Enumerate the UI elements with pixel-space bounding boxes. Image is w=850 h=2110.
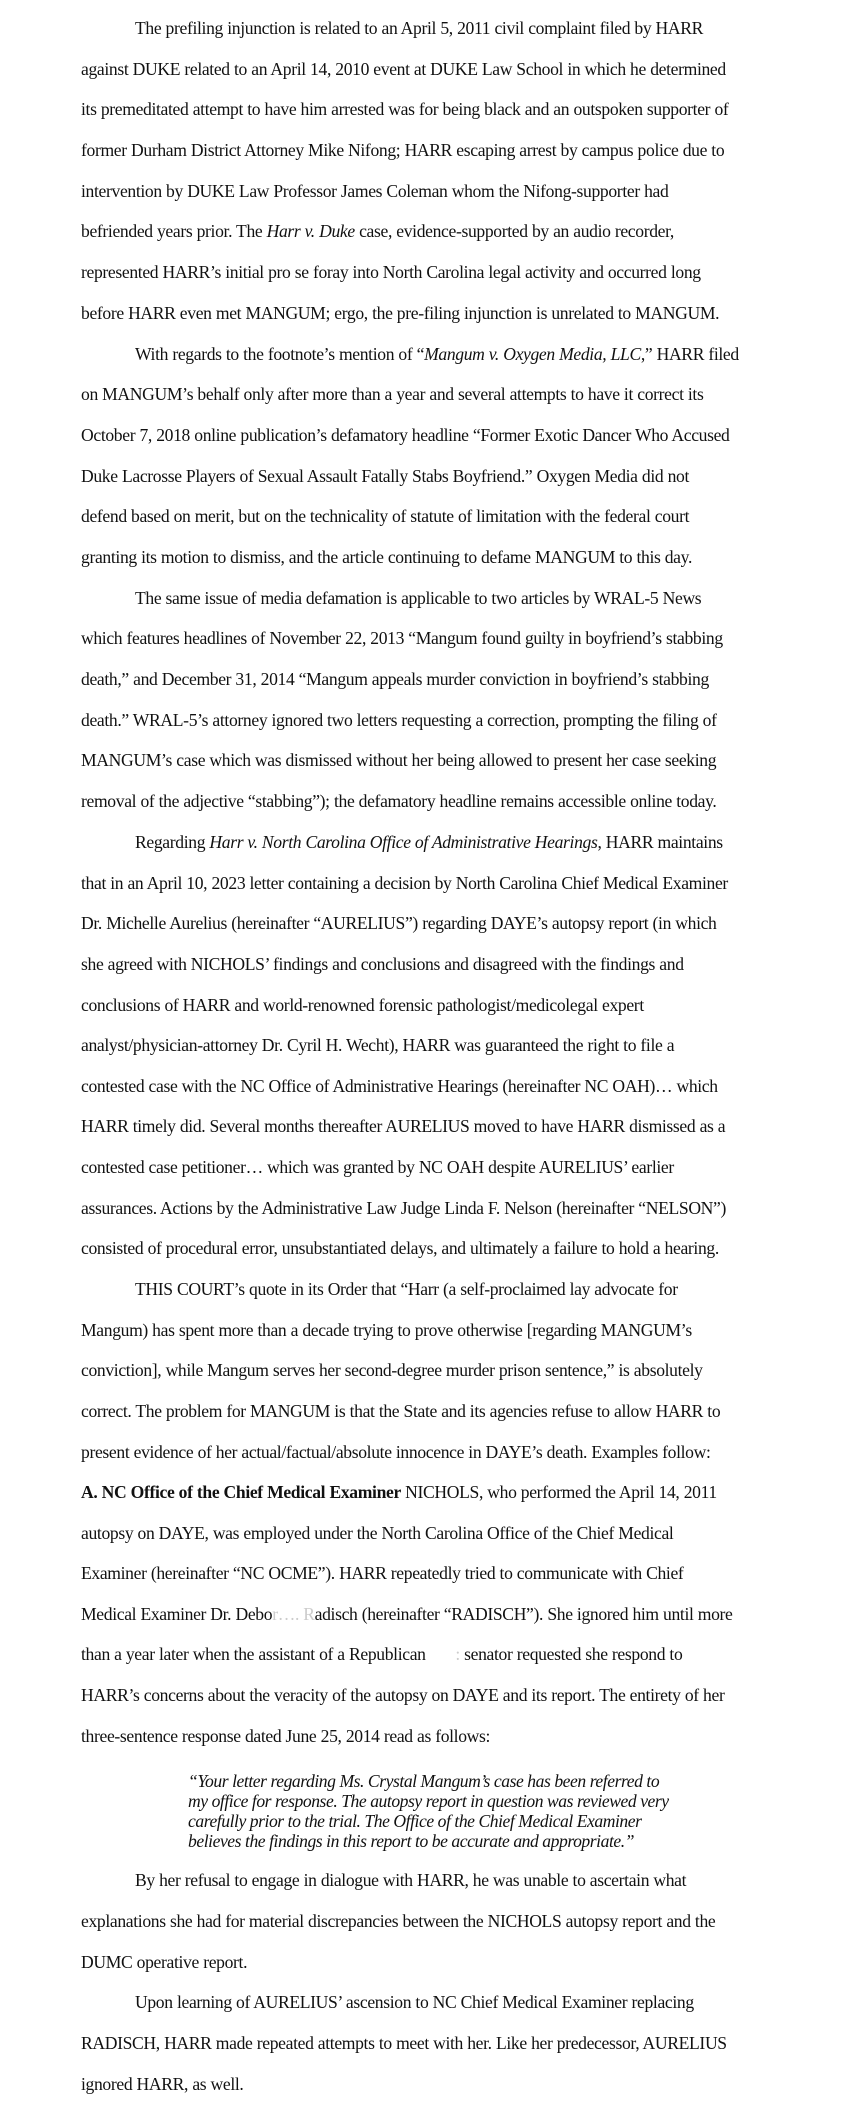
text-run: adisch (hereinafter “RADISCH”). She ignored him until more <box>314 1604 733 1624</box>
text-line: which features headlines of November 22, 2013 “Mangum found guilty in boyfriend’s stabbing <box>81 628 723 648</box>
text-line: DUMC operative report. <box>81 1952 248 1972</box>
text-line: HARR’s concerns about the veracity of the autopsy on DAYE and its report. The entirety of her <box>81 1685 725 1705</box>
text-line <box>135 343 739 365</box>
text-line: present evidence of her actual/factual/absolute innocence in DAYE’s death. Examples follow: <box>81 1442 711 1462</box>
text-line: Examiner (hereinafter “NC OCME”). HARR repeatedly tried to communicate with Chief <box>81 1563 684 1583</box>
text-line: Duke Lacrosse Players of Sexual Assault Fatally Stabs Boyfriend.” Oxygen Media did not <box>81 466 690 486</box>
text-line: three-sentence response dated June 25, 2014 read as follows: <box>81 1726 491 1746</box>
case-name-italic: Harr v. Duke <box>266 221 355 241</box>
text-line: Dr. Michelle Aurelius (hereinafter “AURELIUS”) regarding DAYE’s autopsy report (in which <box>81 913 717 933</box>
text-run: than a year later when the assistant of a Republican <box>81 1644 430 1664</box>
text-line: its premeditated attempt to have him arrested was for being black and an outspoken supporter of <box>81 99 729 119</box>
text-line <box>81 1481 717 1503</box>
text-line: former Durham District Attorney Mike Nifong; HARR escaping arrest by campus police due to <box>81 140 725 160</box>
text-line <box>135 831 723 853</box>
text-line: ignored HARR, as well. <box>81 2074 244 2094</box>
blockquote-line: believes the findings in this report to be accurate and appropriate.” <box>188 1831 635 1851</box>
text-run: NICHOLS, who performed the April 14, 2011 <box>400 1482 717 1502</box>
text-run: Medical Examiner Dr. Debo <box>81 1604 273 1624</box>
text-line: granting its motion to dismiss, and the article continuing to defame MANGUM to this day. <box>81 547 692 567</box>
text-line: MANGUM’s case which was dismissed without her being allowed to present her case seeking <box>81 750 717 770</box>
redacted-text: r…. R <box>272 1604 315 1624</box>
text-line: she agreed with NICHOLS’ findings and conclusions and disagreed with the findings and <box>81 954 684 974</box>
text-line: Upon learning of AURELIUS’ ascension to NC Chief Medical Examiner replacing <box>135 1992 694 2012</box>
text-line: THIS COURT’s quote in its Order that “Harr (a self-proclaimed lay advocate for <box>135 1279 678 1299</box>
text-run: With regards to the footnote’s mention of “ <box>135 344 425 364</box>
text-line: correct. The problem for MANGUM is that the State and its agencies refuse to allow HARR to <box>81 1401 721 1421</box>
text-line: RADISCH, HARR made repeated attempts to meet with her. Like her predecessor, AURELIUS <box>81 2033 727 2053</box>
text-line: that in an April 10, 2023 letter containing a decision by North Carolina Chief Medical Examiner <box>81 873 728 893</box>
text-line: contested case petitioner… which was granted by NC OAH despite AURELIUS’ earlier <box>81 1157 674 1177</box>
text-line: October 7, 2018 online publication’s defamatory headline “Former Exotic Dancer Who Accused <box>81 425 730 445</box>
text-line: against DUKE related to an April 14, 2010 event at DUKE Law School in which he determined <box>81 59 726 79</box>
text-line: defend based on merit, but on the technicality of statute of limitation with the federal court <box>81 506 690 526</box>
text-line: before HARR even met MANGUM; ergo, the pre-filing injunction is unrelated to MANGUM. <box>81 303 720 323</box>
text-line: removal of the adjective “stabbing”); the defamatory headline remains accessible online today. <box>81 791 717 811</box>
text-run: befriended years prior. The <box>81 221 267 241</box>
blockquote-line: carefully prior to the trial. The Office of the Chief Medical Examiner <box>188 1811 642 1831</box>
text-line: Mangum) has spent more than a decade trying to prove otherwise [regarding MANGUM’s <box>81 1320 692 1340</box>
text-line: contested case with the NC Office of Administrative Hearings (hereinafter NC OAH)… which <box>81 1076 718 1096</box>
text-line: intervention by DUKE Law Professor James Coleman whom the Nifong-supporter had <box>81 181 669 201</box>
text-line: on MANGUM’s behalf only after more than a year and several attempts to have it correct its <box>81 384 704 404</box>
text-run: ,” HARR filed <box>640 344 739 364</box>
text-line: conclusions of HARR and world-renowned forensic pathologist/medicolegal expert <box>81 995 644 1015</box>
text-line: death,” and December 31, 2014 “Mangum appeals murder conviction in boyfriend’s stabbing <box>81 669 709 689</box>
text-line: analyst/physician-attorney Dr. Cyril H. Wecht), HARR was guaranteed the right to file a <box>81 1035 675 1055</box>
text-line: autopsy on DAYE, was employed under the North Carolina Office of the Chief Medical <box>81 1523 674 1543</box>
text-run: Regarding <box>135 832 210 852</box>
case-name-italic: Mangum v. Oxygen Media, LLC <box>424 344 641 364</box>
text-run: , HARR maintains <box>597 832 723 852</box>
text-line <box>81 1643 682 1665</box>
text-line: conviction], while Mangum serves her second-degree murder prison sentence,” is absolutely <box>81 1360 703 1380</box>
text-line <box>81 220 674 242</box>
text-line: consisted of procedural error, unsubstantiated delays, and ultimately a failure to hold a hearing. <box>81 1238 719 1258</box>
text-line: By her refusal to engage in dialogue with HARR, he was unable to ascertain what <box>135 1870 687 1890</box>
blockquote-line: “Your letter regarding Ms. Crystal Mangum’s case has been referred to <box>188 1771 660 1791</box>
text-line: HARR timely did. Several months thereafter AURELIUS moved to have HARR dismissed as a <box>81 1116 726 1136</box>
text-line: explanations she had for material discrepancies between the NICHOLS autopsy report and the <box>81 1911 716 1931</box>
text-run: senator requested she respond to <box>459 1644 683 1664</box>
blockquote-line: my office for response. The autopsy report in question was reviewed very <box>188 1791 669 1811</box>
text-line: represented HARR’s initial pro se foray into North Carolina legal activity and occurred long <box>81 262 701 282</box>
section-heading: A. NC Office of the Chief Medical Examiner <box>81 1482 401 1502</box>
text-line: The same issue of media defamation is applicable to two articles by WRAL-5 News <box>135 588 702 608</box>
case-name-italic: Harr v. North Carolina Office of Administrative Hearings <box>209 832 598 852</box>
text-line: The prefiling injunction is related to an April 5, 2011 civil complaint filed by HARR <box>135 18 704 38</box>
text-line <box>81 1603 733 1625</box>
text-run: case, evidence-supported by an audio recorder, <box>354 221 674 241</box>
text-line: assurances. Actions by the Administrative Law Judge Linda F. Nelson (hereinafter “NELSON”) <box>81 1198 727 1218</box>
text-line: death.” WRAL-5’s attorney ignored two letters requesting a correction, prompting the filing of <box>81 710 717 730</box>
redacted-text: : <box>429 1644 460 1664</box>
